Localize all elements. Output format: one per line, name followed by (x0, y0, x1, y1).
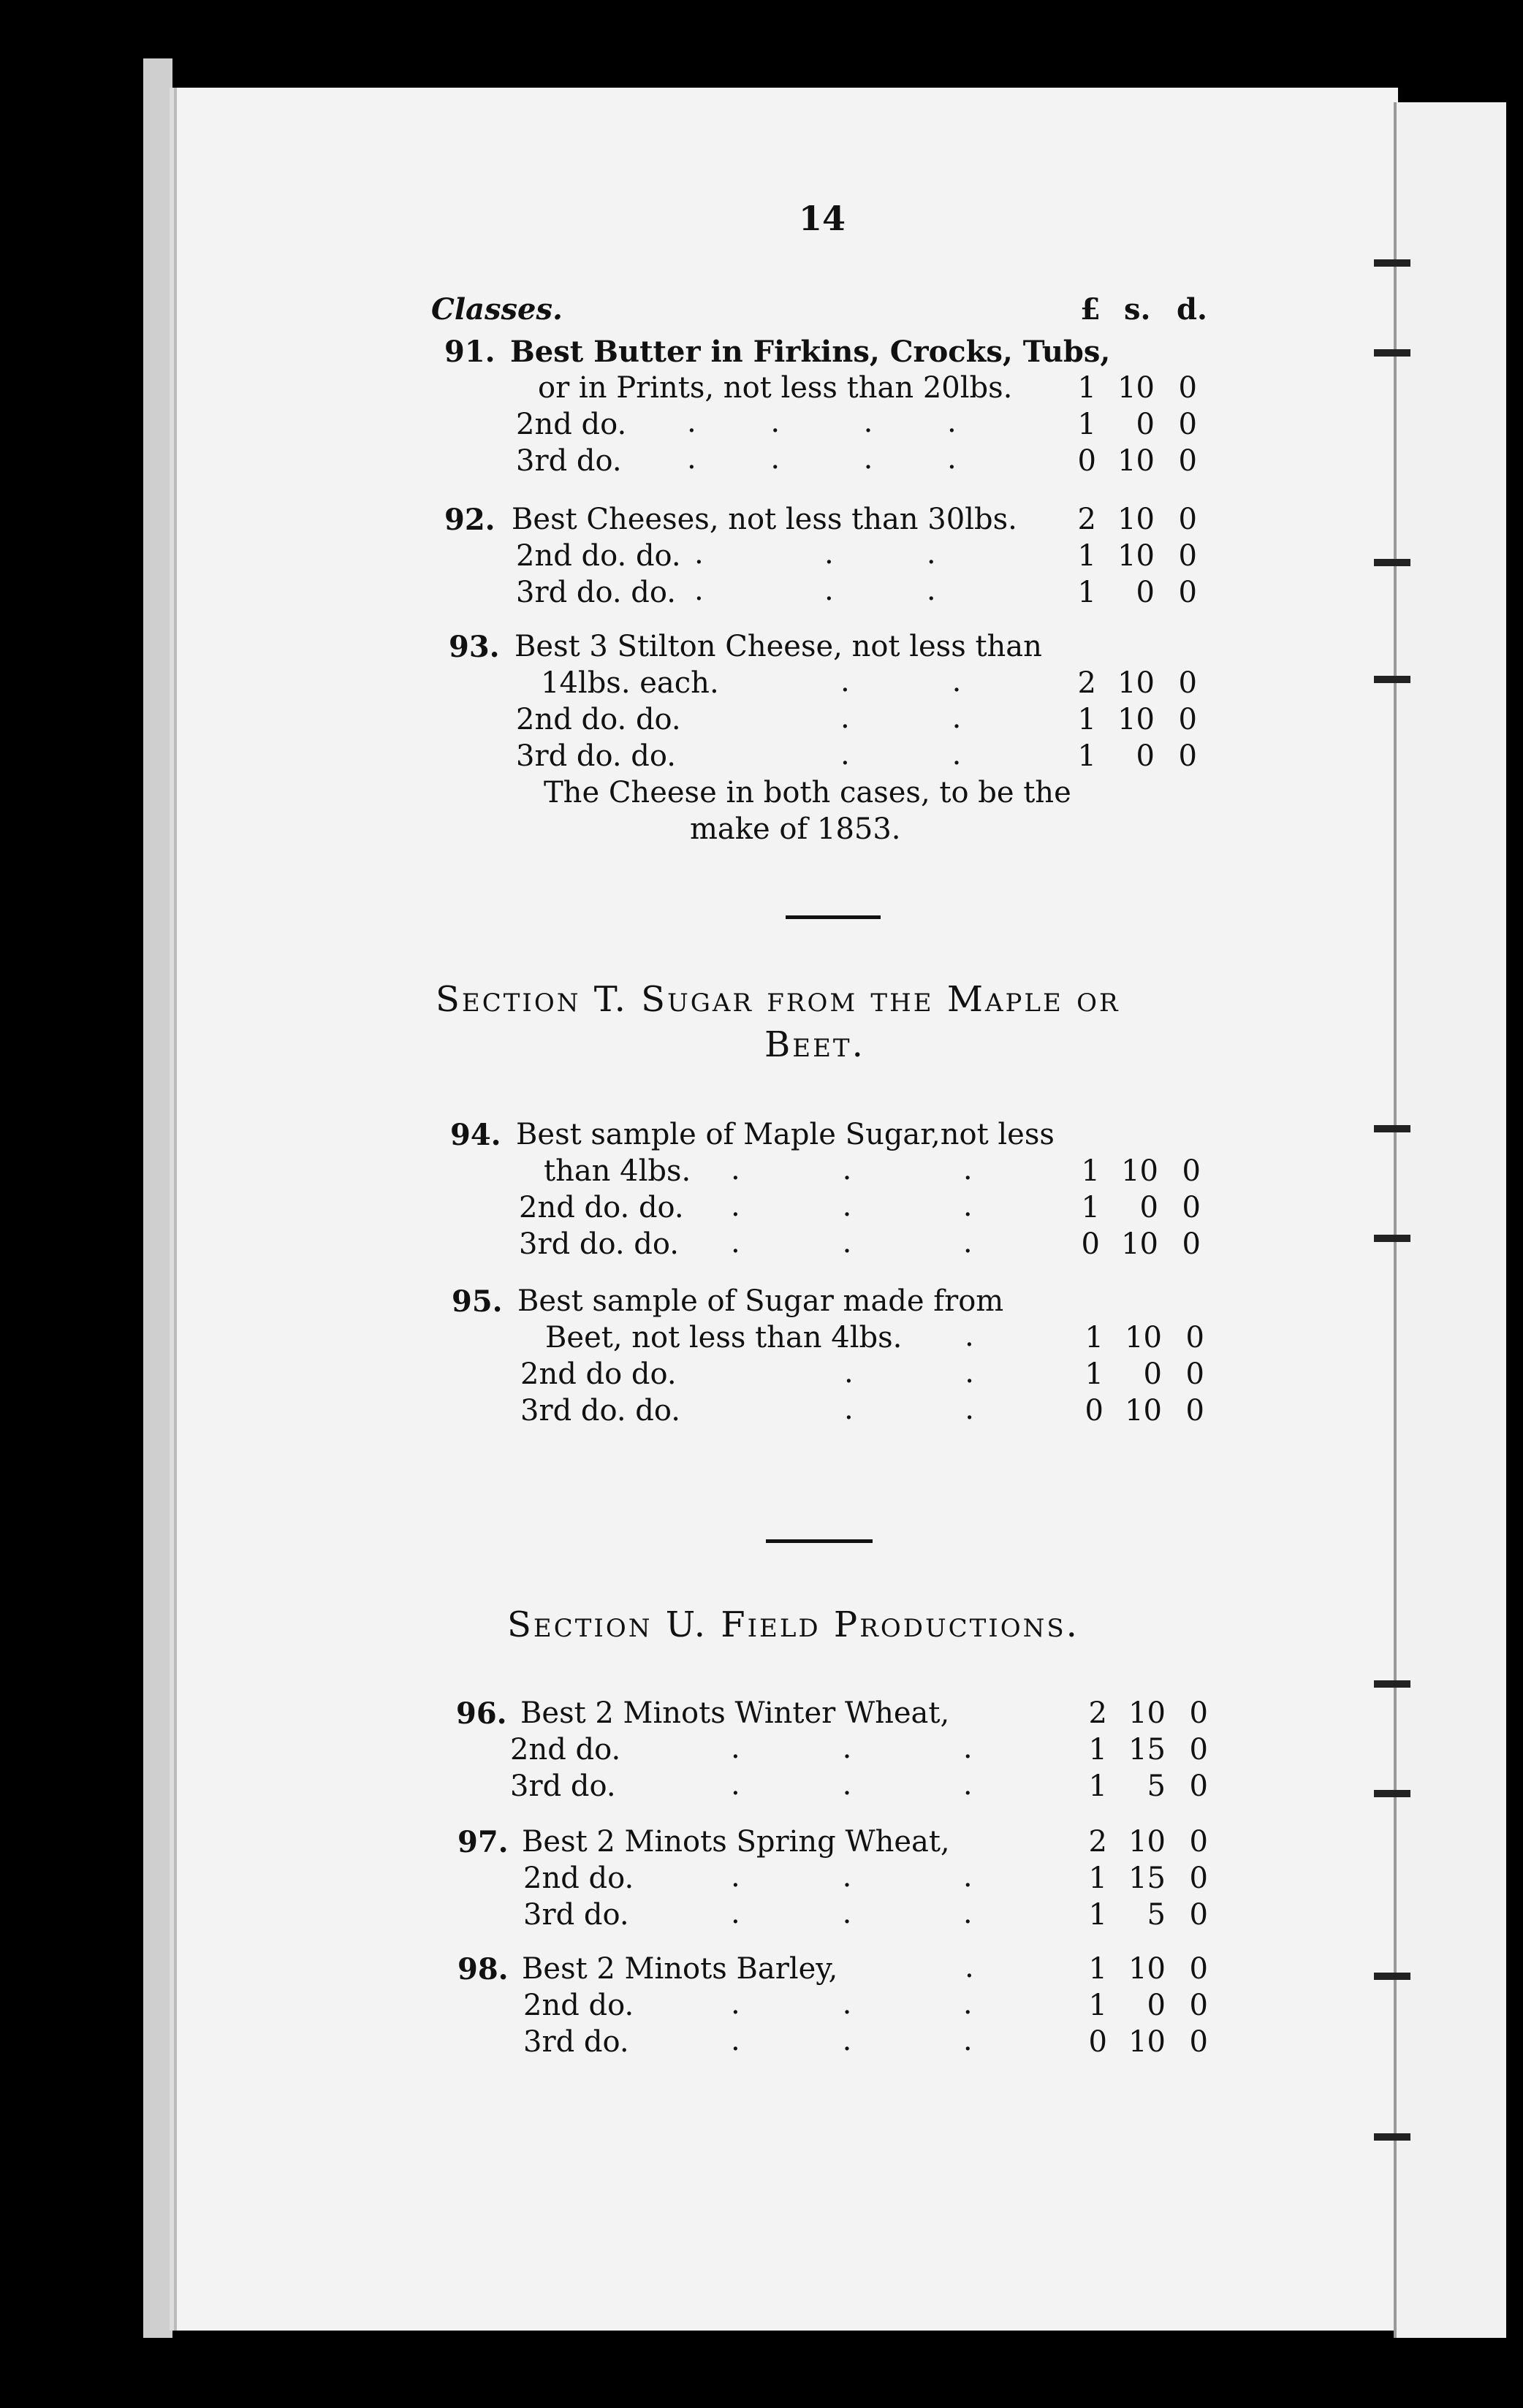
prize-pounds: 1 (1081, 1154, 1100, 1188)
prize-pence: 0 (1185, 1394, 1204, 1428)
prize-pence: 0 (1178, 576, 1197, 609)
entry-line: Best 2 Minots Barley, (522, 1952, 838, 1986)
prize-pounds: 1 (1077, 703, 1096, 736)
entry-line: Best sample of Sugar made from (517, 1284, 1004, 1318)
prize-pounds: 1 (1088, 1989, 1107, 2022)
class-number: 96. (456, 1696, 507, 1731)
prize-pounds: 1 (1077, 539, 1096, 573)
prize-shillings: 10 (1117, 371, 1155, 405)
prize-shillings: 5 (1147, 1898, 1166, 1932)
entry-line: 3rd do. do. (516, 576, 677, 609)
prize-shillings: 10 (1121, 1227, 1158, 1261)
entry-line: 2nd do. do. (516, 703, 681, 736)
binding-stitch (1374, 259, 1410, 267)
entry-line: 2nd do. do. (516, 539, 681, 573)
prize-pence: 0 (1185, 1357, 1204, 1391)
prize-pounds: 2 (1088, 1696, 1107, 1730)
class-number: 91. (444, 335, 495, 369)
prize-pence: 0 (1178, 503, 1197, 536)
section-heading: Beet. (764, 1024, 865, 1065)
prize-shillings: 15 (1128, 1862, 1166, 1895)
prize-pence: 0 (1189, 2025, 1208, 2059)
page-number: 14 (799, 199, 846, 238)
entry-line: 2nd do. (516, 408, 627, 441)
page-edge-left (143, 58, 172, 2338)
entry-line: 2nd do. (523, 1862, 634, 1895)
prize-pence: 0 (1178, 444, 1197, 478)
binding-stitch (1374, 676, 1410, 683)
prize-pence: 0 (1182, 1191, 1201, 1224)
class-number: 92. (444, 503, 495, 537)
prize-pence: 0 (1178, 666, 1197, 700)
prize-pounds: 2 (1077, 666, 1096, 700)
class-number: 95. (452, 1284, 503, 1319)
prize-pounds: 1 (1077, 408, 1096, 441)
prize-shillings: 10 (1117, 539, 1155, 573)
section-divider (786, 915, 881, 919)
prize-pence: 0 (1189, 1733, 1208, 1767)
prize-pounds: 1 (1085, 1357, 1104, 1391)
binding-stitch (1374, 1790, 1410, 1797)
prize-pounds: 1 (1077, 576, 1096, 609)
binding-stitch (1374, 2133, 1410, 2141)
entry-line: 3rd do. (523, 1898, 629, 1932)
entry-line: Beet, not less than 4lbs. (545, 1321, 903, 1354)
prize-pounds: 2 (1088, 1825, 1107, 1859)
section-divider (766, 1539, 873, 1543)
prize-pence: 0 (1189, 1952, 1208, 1986)
prize-pounds: 0 (1081, 1227, 1100, 1261)
entry-line: Best sample of Maple Sugar,not less (516, 1118, 1055, 1151)
prize-shillings: 15 (1128, 1733, 1166, 1767)
prize-pence: 0 (1189, 1989, 1208, 2022)
prize-pounds: 1 (1077, 371, 1096, 405)
prize-pounds: 1 (1081, 1191, 1100, 1224)
binding-stitch (1374, 1235, 1410, 1242)
prize-pence: 0 (1182, 1154, 1201, 1188)
prize-shillings: 0 (1143, 1357, 1162, 1391)
binding-stitch (1374, 1973, 1410, 1980)
prize-pence: 0 (1189, 1769, 1208, 1803)
class-number: 98. (457, 1952, 509, 1986)
shillings-heading: s. (1124, 292, 1151, 327)
prize-shillings: 10 (1125, 1321, 1162, 1354)
prize-pounds: 1 (1088, 1898, 1107, 1932)
prize-pounds: 1 (1088, 1952, 1107, 1986)
prize-pence: 0 (1178, 539, 1197, 573)
prize-shillings: 0 (1136, 408, 1155, 441)
prize-pounds: 0 (1077, 444, 1096, 478)
prize-pence: 0 (1182, 1227, 1201, 1261)
entry-line: 3rd do. (510, 1769, 616, 1803)
entry-line: 3rd do. do. (519, 1227, 680, 1261)
prize-shillings: 10 (1128, 1952, 1166, 1986)
class-number: 93. (449, 630, 500, 664)
prize-shillings: 10 (1128, 1825, 1166, 1859)
prize-pounds: 2 (1077, 503, 1096, 536)
entry-line: Best Cheeses, not less than 30lbs. (512, 503, 1017, 536)
prize-shillings: 10 (1121, 1154, 1158, 1188)
prize-shillings: 5 (1147, 1769, 1166, 1803)
entry-line: Best Butter in Firkins, Crocks, Tubs, (510, 335, 1111, 369)
entry-line: than 4lbs. (544, 1154, 691, 1188)
entry-line: Best 2 Minots Winter Wheat, (520, 1696, 950, 1730)
prize-pence: 0 (1189, 1862, 1208, 1895)
prize-shillings: 10 (1117, 703, 1155, 736)
prize-shillings: 10 (1128, 2025, 1166, 2059)
prize-pence: 0 (1185, 1321, 1204, 1354)
entry-line: 2nd do. do. (519, 1191, 684, 1224)
prize-shillings: 10 (1117, 666, 1155, 700)
note-line: make of 1853. (690, 812, 901, 846)
prize-shillings: 10 (1128, 1696, 1166, 1730)
entry-line: 2nd do. (510, 1733, 621, 1767)
prize-pounds: 0 (1088, 2025, 1107, 2059)
section-heading: Section U. Field Productions. (507, 1604, 1079, 1645)
prize-pence: 0 (1189, 1898, 1208, 1932)
entry-line: 2nd do. (523, 1989, 634, 2022)
prize-pounds: 1 (1088, 1769, 1107, 1803)
pence-heading: d. (1177, 292, 1207, 327)
prize-pounds: 1 (1077, 739, 1096, 773)
prize-pounds: 1 (1085, 1321, 1104, 1354)
prize-shillings: 10 (1117, 444, 1155, 478)
prize-shillings: 0 (1147, 1989, 1166, 2022)
entry-line: or in Prints, not less than 20lbs. (538, 371, 1013, 405)
prize-pounds: 1 (1088, 1733, 1107, 1767)
binding-stitch (1374, 349, 1410, 357)
page-edge-right (1394, 102, 1506, 2338)
entry-line: Best 2 Minots Spring Wheat, (522, 1825, 950, 1859)
prize-shillings: 0 (1139, 1191, 1158, 1224)
prize-pence: 0 (1189, 1825, 1208, 1859)
entry-line: 3rd do. (523, 2025, 629, 2059)
prize-pence: 0 (1178, 739, 1197, 773)
binding-stitch (1374, 559, 1410, 566)
prize-pence: 0 (1178, 408, 1197, 441)
entry-line: 3rd do. do. (516, 739, 677, 773)
prize-shillings: 0 (1136, 576, 1155, 609)
entry-line: Best 3 Stilton Cheese, not less than (514, 630, 1042, 663)
pounds-heading: £ (1080, 292, 1101, 327)
prize-pence: 0 (1189, 1696, 1208, 1730)
binding-stitch (1374, 1125, 1410, 1132)
entry-line: 14lbs. each. (541, 666, 719, 700)
prize-pence: 0 (1178, 703, 1197, 736)
entry-line: 3rd do. do. (520, 1394, 681, 1428)
entry-line: 3rd do. (516, 444, 622, 478)
entry-line: 2nd do do. (520, 1357, 677, 1391)
class-number: 94. (450, 1118, 501, 1152)
prize-pounds: 0 (1085, 1394, 1104, 1428)
prize-pounds: 1 (1088, 1862, 1107, 1895)
classes-heading: Classes. (431, 292, 563, 327)
note-line: The Cheese in both cases, to be the (544, 776, 1071, 809)
prize-shillings: 10 (1117, 503, 1155, 536)
binding-stitch (1374, 1680, 1410, 1688)
class-number: 97. (457, 1825, 509, 1859)
section-heading: Section T. Sugar from the Maple or (436, 979, 1120, 1020)
prize-pence: 0 (1178, 371, 1197, 405)
prize-shillings: 10 (1125, 1394, 1162, 1428)
prize-shillings: 0 (1136, 739, 1155, 773)
